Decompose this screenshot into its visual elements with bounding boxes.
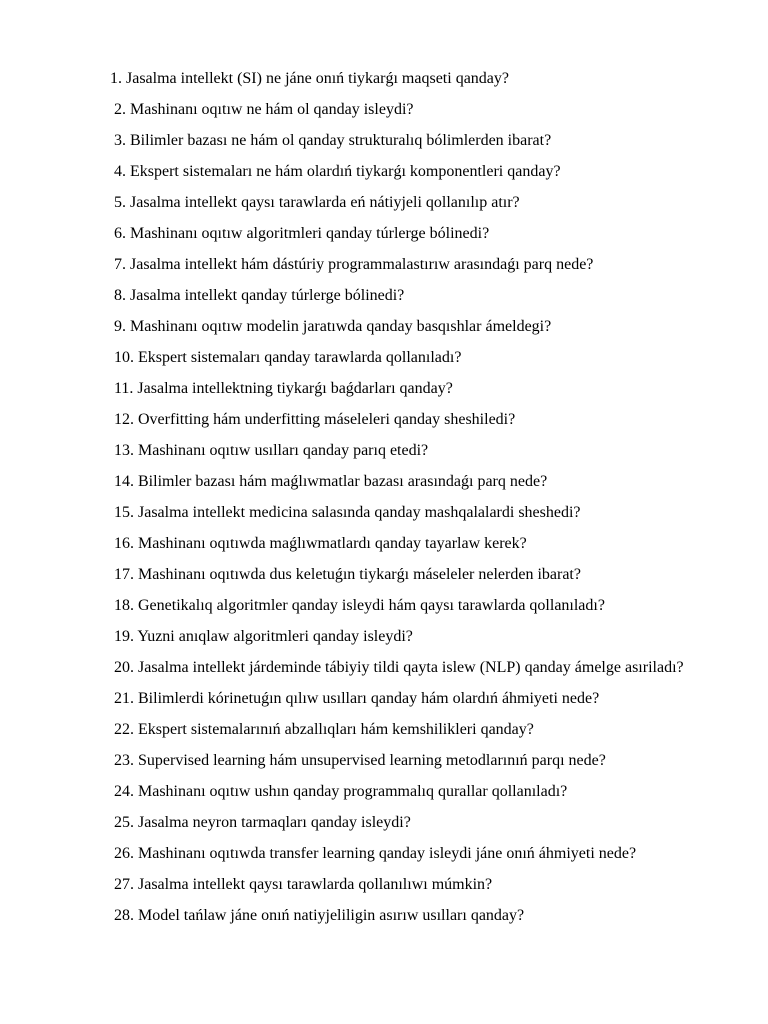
question-20: 20. Jasalma intellekt járdeminde tábiyiy tildi qayta islew (NLP) qanday ámelge asıriladı?	[114, 659, 684, 676]
question-5: 5. Jasalma intellekt qaysı tarawlarda eń nátiyjeli qollanılıp atır?	[114, 194, 520, 211]
question-23: 23. Supervised learning hám unsupervised learning metodlarınıń parqı nede?	[114, 752, 606, 769]
question-16: 16. Mashinanı oqıtıwda maǵlıwmatlardı qanday tayarlaw kerek?	[114, 535, 527, 552]
question-26: 26. Mashinanı oqıtıwda transfer learning qanday isleydi jáne onıń áhmiyeti nede?	[114, 845, 637, 862]
question-11: 11. Jasalma intellektning tiykarǵı baǵdarları qanday?	[114, 380, 453, 397]
question-9: 9. Mashinanı oqıtıw modelin jaratıwda qanday basqıshlar ámeldegi?	[114, 318, 552, 335]
question-10: 10. Ekspert sistemaları qanday tarawlarda qollanıladı?	[114, 349, 462, 366]
question-3: 3. Bilimler bazası ne hám ol qanday strukturalıq bólimlerden ibarat?	[114, 132, 552, 149]
question-4: 4. Ekspert sistemaları ne hám olardıń tiykarǵı komponentleri qanday?	[114, 163, 561, 180]
question-15: 15. Jasalma intellekt medicina salasında qanday mashqalalardi sheshedi?	[114, 504, 581, 521]
question-18: 18. Genetikalıq algoritmler qanday isleydi hám qaysı tarawlarda qollanıladı?	[114, 597, 605, 614]
question-8: 8. Jasalma intellekt qanday túrlerge bólinedi?	[114, 287, 405, 304]
question-21: 21. Bilimlerdi kórinetuǵın qılıw usılları qanday hám olardıń áhmiyeti nede?	[114, 690, 600, 707]
question-7: 7. Jasalma intellekt hám dástúriy programmalastırıw arasındaǵı parq nede?	[114, 256, 594, 273]
question-6: 6. Mashinanı oqıtıw algoritmleri qanday túrlerge bólinedi?	[114, 225, 490, 242]
question-14: 14. Bilimler bazası hám maǵlıwmatlar bazası arasındaǵı parq nede?	[114, 473, 548, 490]
question-1: 1. Jasalma intellekt (SI) ne jáne onıń tiykarǵı maqseti qanday?	[110, 70, 509, 87]
question-25: 25. Jasalma neyron tarmaqları qanday isleydi?	[114, 814, 411, 831]
question-22: 22. Ekspert sistemalarınıń abzallıqları hám kemshilikleri qanday?	[114, 721, 534, 738]
question-17: 17. Mashinanı oqıtıwda dus keletuǵın tiykarǵı máseleler nelerden ibarat?	[114, 566, 581, 583]
question-list	[110, 68, 710, 936]
question-12: 12. Overfitting hám underfitting máseleleri qanday sheshiledi?	[114, 411, 516, 428]
question-2: 2. Mashinanı oqıtıw ne hám ol qanday isleydi?	[114, 101, 414, 118]
question-19: 19. Yuzni anıqlaw algoritmleri qanday isleydi?	[114, 628, 413, 645]
question-24: 24. Mashinanı oqıtıw ushın qanday programmalıq qurallar qollanıladı?	[114, 783, 568, 800]
question-28: 28. Model tańlaw jáne onıń natiyjeliligin asırıw usılları qanday?	[114, 907, 525, 924]
question-13: 13. Mashinanı oqıtıw usılları qanday parıq etedi?	[114, 442, 429, 459]
question-27: 27. Jasalma intellekt qaysı tarawlarda qollanılıwı múmkin?	[114, 876, 493, 893]
